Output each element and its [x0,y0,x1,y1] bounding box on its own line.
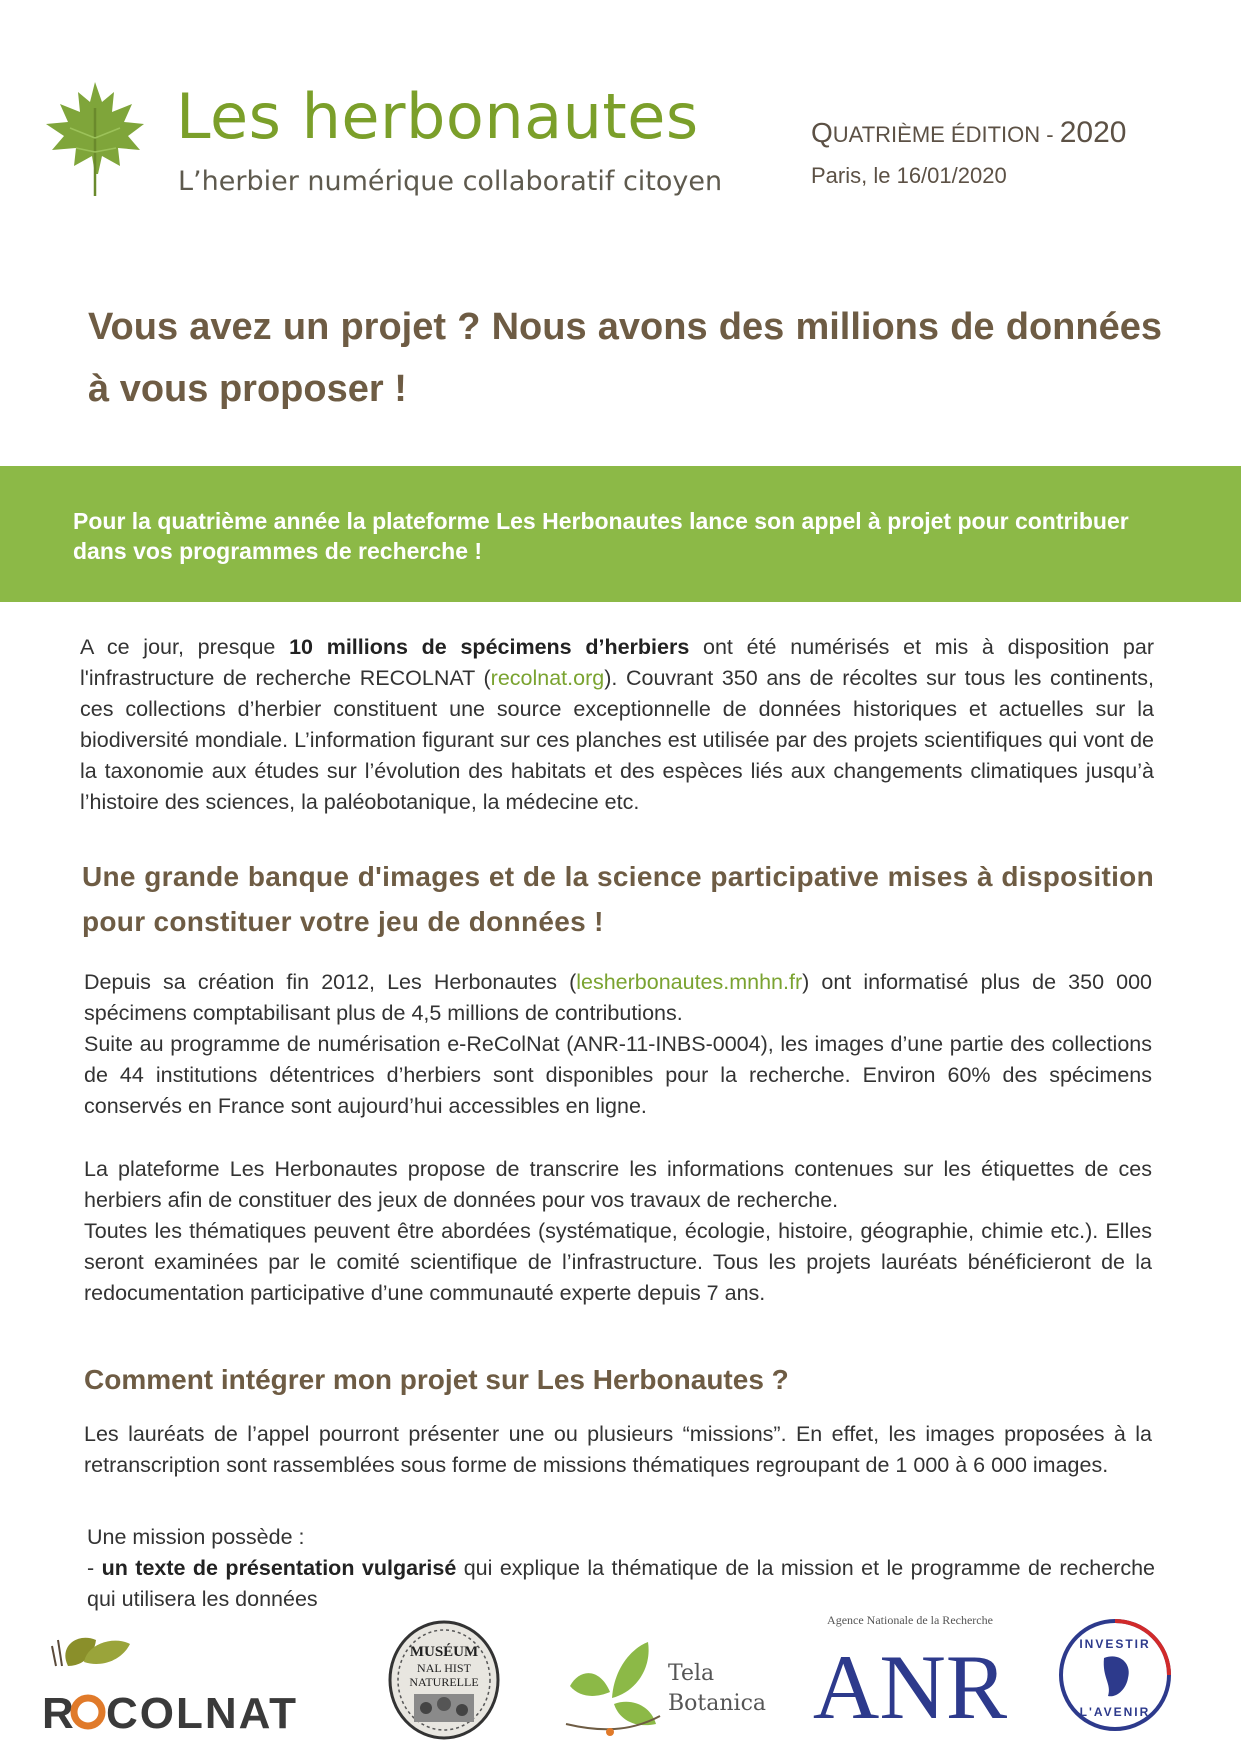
paragraph-missions: Les lauréats de l’appel pourront présenter une ou plusieurs “missions”. En effet, les images proposées à la retranscription sont rassemblées sous forme de missions thématiques regroupant de 1 000 à 6 000 images. [84,1422,1152,1477]
recolnat-link[interactable]: recolnat.org [490,666,605,690]
intro-text-3: ). Couvrant 350 ans de récoltes sur tous les continents, ces collections d’herbier constituent une source exceptionnelle de données historiques et actuelles sur la biodiversité mondiale. L’information figurant sur ces planches est utilisée par des projets scientifiques qui vont de la taxonomie aux études sur l’évolution des habitats et des espèces liés aux changements climatiques jusqu’à l’histoire des sciences, la paléobotanique, la médecine etc. [80,666,1154,814]
mission-item [87,1553,1155,1615]
paragraph-history-text-1: Depuis sa création fin 2012, Les Herbonautes ( [84,970,577,994]
paragraph-mission-contents [87,1522,1155,1615]
date-line: Paris, le 16/01/2020 [811,163,1007,188]
edition-initial: Q [811,117,833,148]
museum-line-2: NAL HIST [417,1661,471,1675]
intro-bold: 10 millions de spécimens d’herbiers [289,635,690,659]
investir-bottom: L'AVENIR [1079,1705,1151,1719]
edition-text: UATRIÈME ÉDITION [832,122,1041,147]
subheading-image-bank: Une grande banque d'images et de la science participative mises à disposition pour constituer votre jeu de données ! [82,861,1154,937]
herbonautes-leaf-logo [40,78,150,198]
recolnat-logo [38,1626,298,1736]
anr-logo [810,1610,1010,1730]
edition-year: 2020 [1059,116,1127,149]
main-heading: Vous avez un projet ? Nous avons des millions de données à vous proposer ! [88,306,1162,410]
edition-label [811,116,1126,150]
paragraph-platform-line-1: La plateforme Les Herbonautes propose de transcrire les informations contenues sur les étiquettes de ces herbiers afin de constituer des jeux de données pour vos travaux de recherche. [84,1157,1152,1212]
intro-text-2: ont été numérisés et mis à disposition par l'infrastructure de recherche RECOLNAT ( [80,635,1154,690]
investir-avenir-logo [1058,1618,1172,1732]
edition-dash: - [1040,122,1060,147]
brand-subtitle: L’herbier numérique collaboratif citoyen [178,166,723,197]
anr-subtitle: Agence Nationale de la Recherche [827,1613,993,1627]
paragraph-history-line-2: Suite au programme de numérisation e-ReColNat (ANR-11-INBS-0004), les images d’une partie des collections de 44 institutions détentrices d’herbiers sont disponibles pour la recherche. Environ 60% des spécimens conservés en France sont aujourd’hui accessibles en ligne. [84,1032,1152,1118]
herbonautes-link[interactable]: lesherbonautes.mnhn.fr [576,970,803,994]
museum-line-3: NATURELLE [409,1675,479,1689]
intro-text-1: A ce jour, presque [80,635,290,659]
anr-letters: ANR [812,1636,1008,1730]
banner-text: Pour la quatrième année la plateforme Les Herbonautes lance son appel à projet pour contribuer dans vos programmes de recherche ! [73,508,1129,564]
paragraph-platform-line-2: Toutes les thématiques peuvent être abordées (systématique, écologie, histoire, géographie, chimie etc.). Elles seront examinées par le comité scientifique de l’infrastructure. Tous les projets lauréats bénéficieront de la redocumentation participative d’une communauté experte depuis 7 ans. [84,1219,1152,1305]
mission-item-bold: un texte de présentation vulgarisé [101,1556,457,1580]
mission-item-dash: - [87,1556,102,1580]
tela-line-2: Botanica [668,1691,767,1716]
recolnat-r: R [42,1689,74,1736]
tela-line-1: Tela [668,1661,715,1686]
mission-intro-line: Une mission possède : [87,1525,305,1549]
museum-logo [384,1616,504,1740]
paragraph-history [84,967,1152,1122]
paragraph-history-text-2: ) ont informatisé plus de 350 000 spécimens comptabilisant plus de 4,5 millions de contributions. [84,970,1152,1025]
mission-item-text: qui explique la thématique de la mission et le programme de recherche qui utilisera les données [87,1556,1155,1611]
paragraph-history-line-1 [84,967,1152,1029]
intro-paragraph [80,632,1154,818]
museum-line-1: MUSÉUM [409,1644,479,1660]
subheading-how-to: Comment intégrer mon projet sur Les Herbonautes ? [84,1364,789,1395]
tela-botanica-logo [560,1628,780,1738]
investir-top: INVESTIR [1079,1637,1151,1651]
brand-title: Les herbonautes [176,80,699,153]
recolnat-rest: COLNAT [106,1689,298,1736]
recolnat-e-mark [74,1698,102,1726]
paragraph-platform [84,1154,1152,1309]
